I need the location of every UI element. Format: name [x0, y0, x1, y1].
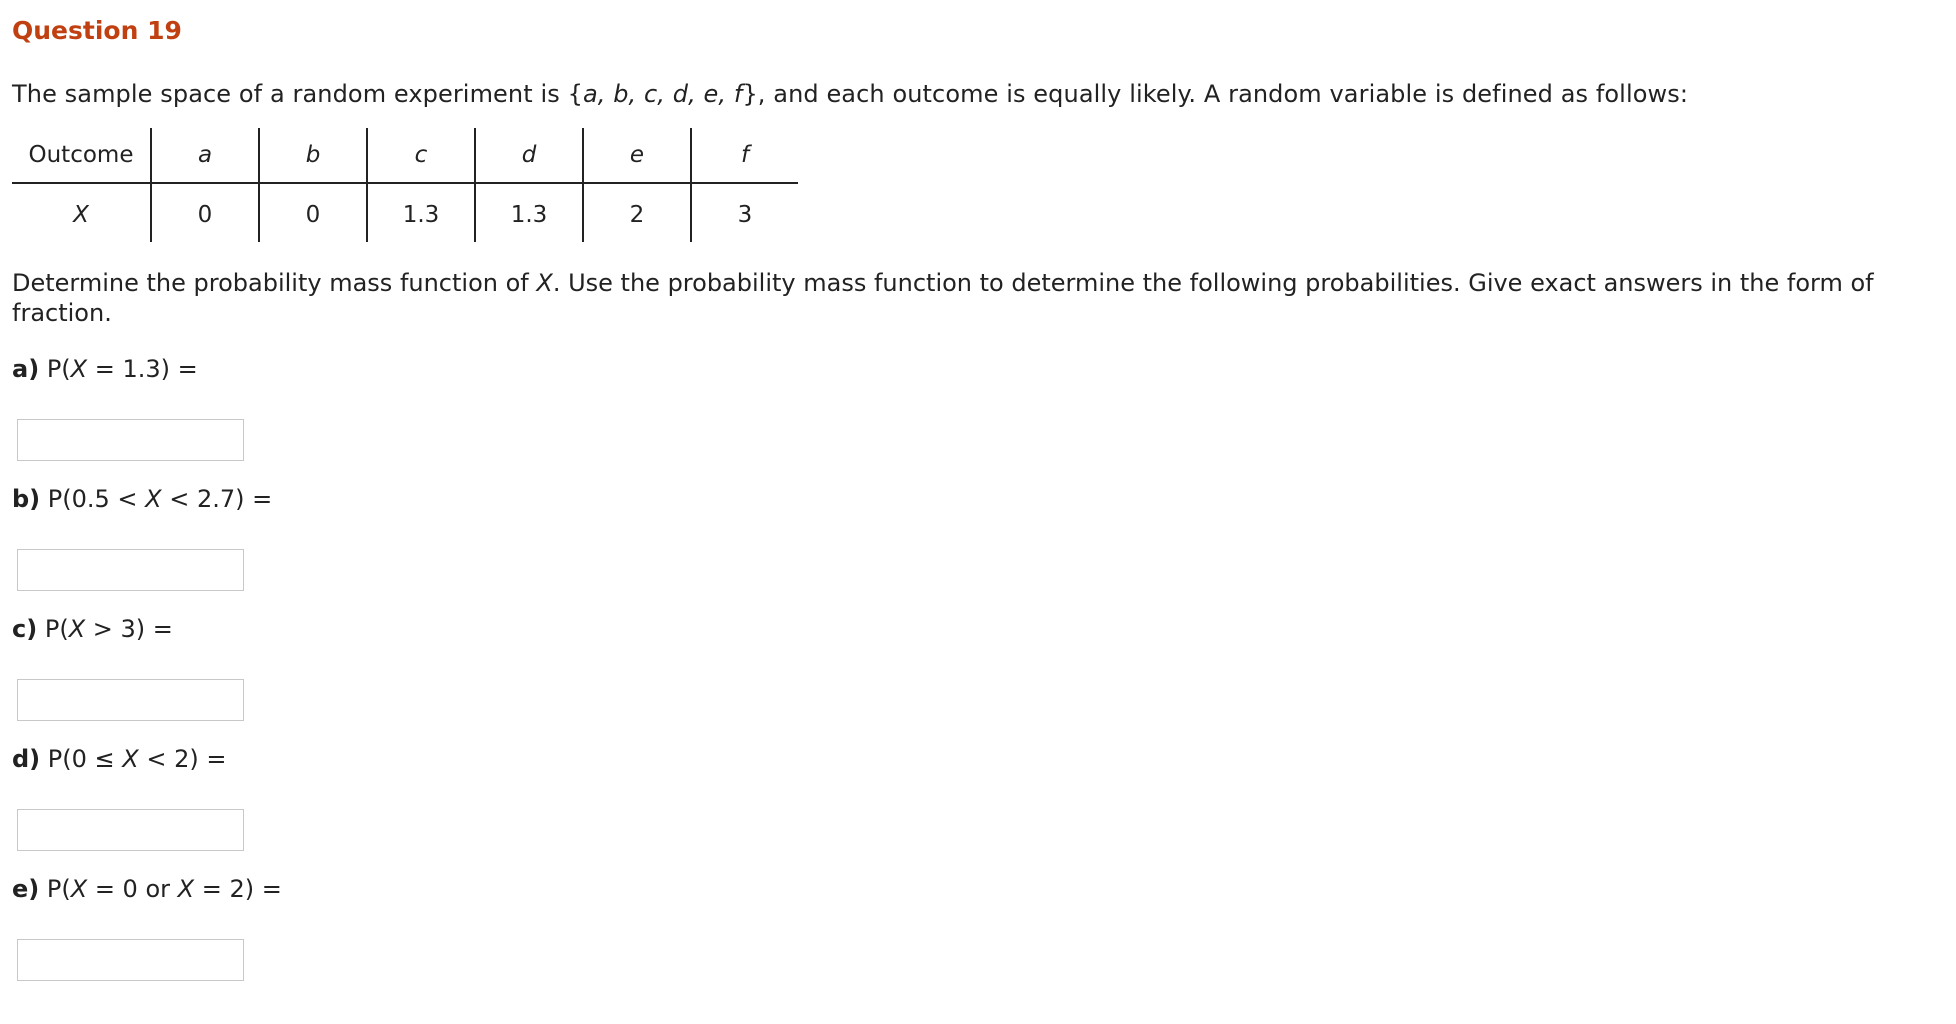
part-d-label [12, 745, 226, 773]
outcome-cell: a [151, 128, 259, 183]
part-letter: d) [12, 745, 41, 773]
expression-prefix: P( [46, 875, 71, 903]
part-letter: a) [12, 355, 40, 383]
part-e-answer-input[interactable] [17, 939, 244, 981]
intro-text-end: }, and each outcome is equally likely. A random variable is defined as follows: [742, 80, 1689, 108]
x-value-row [12, 183, 798, 242]
x-value-cell: 2 [583, 183, 691, 242]
part-d-answer-input[interactable] [17, 809, 244, 851]
expression-variable: X [68, 615, 86, 643]
expression-prefix: P(0 ≤ [47, 745, 123, 773]
expression-variable: X [145, 485, 162, 513]
part-c-label [12, 615, 173, 643]
outcome-cell: b [259, 128, 367, 183]
x-value-cell: 1.3 [475, 183, 583, 242]
outcome-row [12, 128, 798, 183]
expression-variable: X [177, 875, 195, 903]
expression-suffix: > 3) = [85, 615, 173, 643]
instructions-end: . Use the probability mass function to determine the following probabilities. Give exact answers in the form of fraction. [12, 269, 1874, 327]
expression-variable: X [122, 745, 139, 773]
outcome-cell: d [475, 128, 583, 183]
part-b-answer-input[interactable] [17, 549, 244, 591]
question-title: Question 19 [12, 16, 182, 45]
x-value-cell: 1.3 [367, 183, 475, 242]
expression-suffix: = 2) = [194, 875, 282, 903]
expression-variable: X [70, 875, 88, 903]
expression-prefix: P( [46, 355, 71, 383]
part-a-answer-input[interactable] [17, 419, 244, 461]
sample-space-outcomes: a, b, c, d, e, f [582, 80, 743, 108]
x-value-cell: 0 [259, 183, 367, 242]
x-row-header: X [73, 202, 89, 228]
part-letter: b) [12, 485, 41, 513]
part-b-label [12, 485, 272, 513]
expression-prefix: P( [44, 615, 69, 643]
instructions-variable: X [536, 269, 553, 297]
outcome-cell: e [583, 128, 691, 183]
expression-variable: X [70, 355, 88, 383]
instructions-text [12, 268, 1932, 328]
part-e-label [12, 875, 282, 903]
part-c-answer-input[interactable] [17, 679, 244, 721]
instructions-start: Determine the probability mass function of [12, 269, 537, 297]
expression-suffix: < 2.7) = [161, 485, 273, 513]
question-intro [12, 80, 1688, 108]
intro-text-start: The sample space of a random experiment is { [12, 80, 583, 108]
part-letter: c) [12, 615, 38, 643]
expression-suffix: < 2) = [138, 745, 227, 773]
x-value-cell: 0 [151, 183, 259, 242]
outcome-row-header: Outcome [12, 128, 151, 183]
expression-prefix: P(0.5 < [47, 485, 146, 513]
outcome-cell: c [367, 128, 475, 183]
outcome-cell: f [691, 128, 798, 183]
x-value-cell: 3 [691, 183, 798, 242]
expression-middle: = 0 or [87, 875, 178, 903]
part-a-label [12, 355, 198, 383]
random-variable-table [12, 128, 798, 242]
part-letter: e) [12, 875, 40, 903]
expression-suffix: = 1.3) = [87, 355, 198, 383]
